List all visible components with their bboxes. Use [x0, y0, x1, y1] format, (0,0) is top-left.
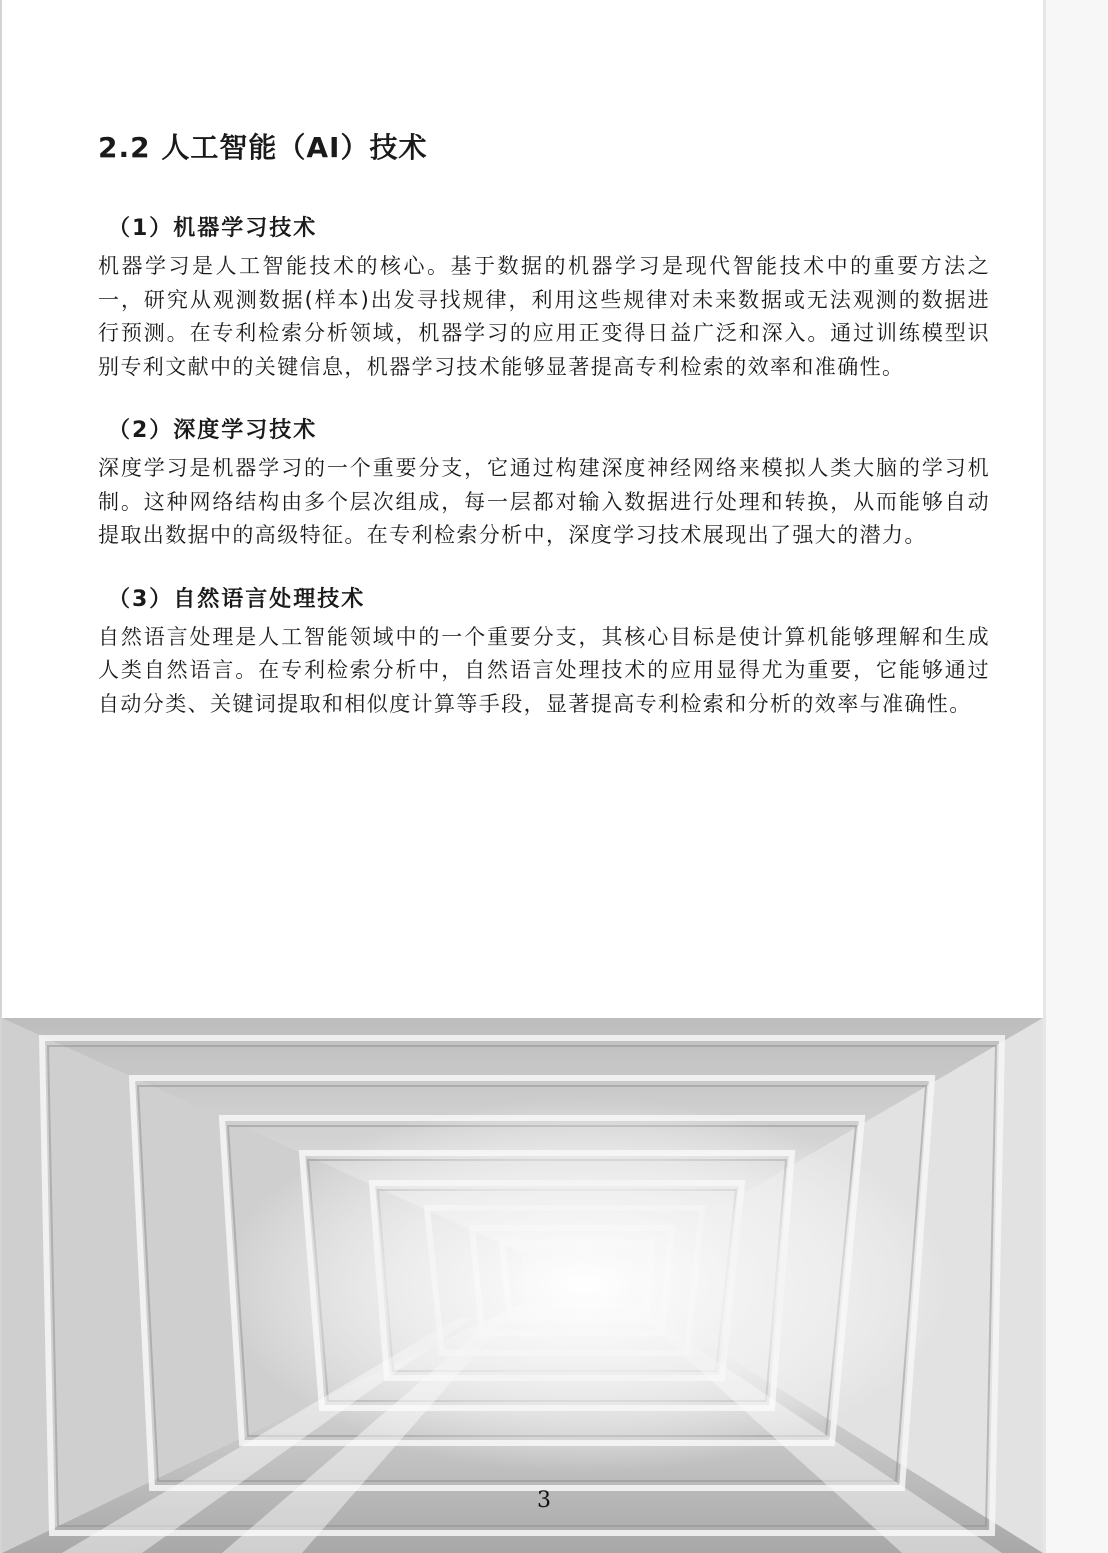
subsection-body-nlp: 自然语言处理是人工智能领域中的一个重要分支，其核心目标是使计算机能够理解和生成人类自然语言。在专利检索分析中，自然语言处理技术的应用显得尤为重要，它能够通过自动分类、关键词提取和相似度计算等手段，显著提高专利检索和分析的效率与准确性。 [98, 624, 990, 716]
subsection-heading-nlp: （3）自然语言处理技术 [108, 586, 366, 612]
tunnel-illustration [2, 1018, 1043, 1553]
subsection-heading-deep-learning: （2）深度学习技术 [108, 418, 318, 443]
page-number: 3 [537, 1488, 551, 1513]
subsection-heading-machine-learning: （1）机器学习技术 [108, 216, 318, 241]
page-content [98, 126, 990, 751]
tunnel-image [2, 1018, 1043, 1553]
page-gutter [1046, 0, 1108, 1553]
section-title: 2.2 人工智能（AI）技术 [98, 131, 428, 164]
subsection-body-deep-learning: 深度学习是机器学习的一个重要分支，它通过构建深度神经网络来模拟人类大脑的学习机制。这种网络结构由多个层次组成，每一层都对输入数据进行处理和转换，从而能够自动提取出数据中的高级特征。在专利检索分析中，深度学习技术展现出了强大的潜力。 [98, 456, 990, 547]
page-edge-right [1043, 0, 1046, 1553]
subsection-body-machine-learning: 机器学习是人工智能技术的核心。基于数据的机器学习是现代智能技术中的重要方法之一，研究从观测数据(样本)出发寻找规律，利用这些规律对未来数据或无法观测的数据进行预测。在专利检索分析领域，机器学习的应用正变得日益广泛和深入。通过训练模型识别专利文献中的关键信息，机器学习技术能够显著提高专利检索的效率和准确性。 [98, 254, 990, 379]
